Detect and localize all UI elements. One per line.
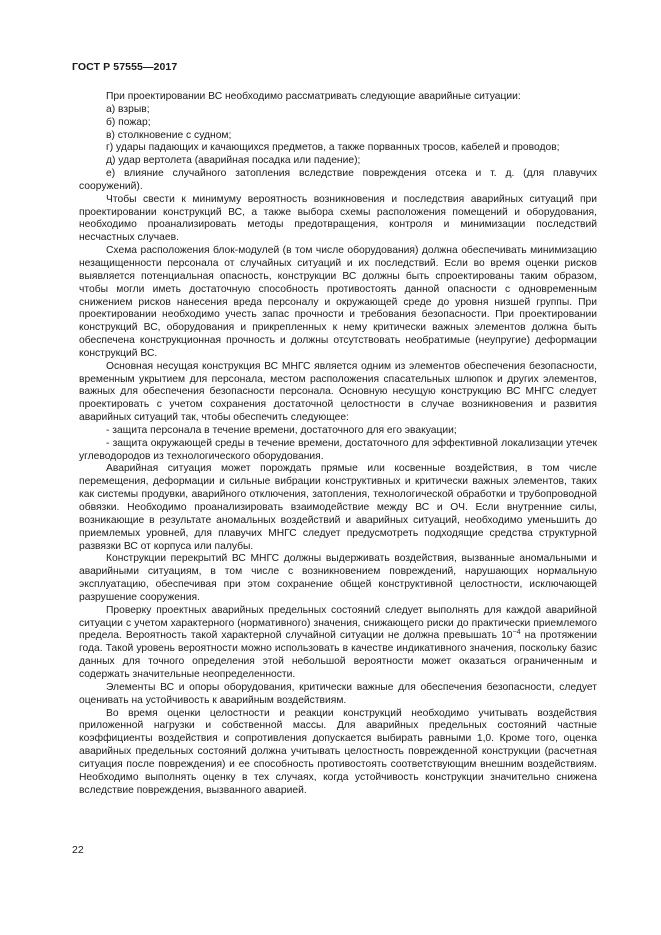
situation-item: д) удар вертолета (аварийная посадка или падение); [106, 155, 361, 167]
limit-states-text-after: на протяжении года. Такой уровень вероятности можно использовать в качестве индикативного значения, поскольку базис данных для точного определения этой небольшой вероятности может оказаться ограниченным и содержать значительные неопределенности. [79, 630, 597, 680]
exponent: −4 [512, 629, 521, 637]
intro-paragraph: При проектировании ВС необходимо рассматривать следующие аварийные ситуации: [106, 91, 521, 102]
paragraph-emergency-effects: Аварийная ситуация может порождать прямые или косвенные воздействия, в том числе перемещения, деформации и сильные вибрации конструктивных и критически важных элементов, таких как системы продувки, аварийного отключения, затопления, технологической обработки и трубопроводной обвязки. Необходимо проанализировать взаимодействие между ВС и ОЧ. Если внутренние силы, возникающие в результате аномальных воздействий и аварийных ситуаций, необходимо уменьшить до приемлемых уровней, для плавучих МНГС следует предусмотреть подходящие средства структурной развязки ВС от корпуса или палубы. [79, 463, 597, 552]
page-number: 22 [72, 844, 84, 856]
paragraph-limit-states [79, 605, 597, 682]
limit-states-text-before: Проверку проектных аварийных предельных состояний следует выполнять для каждой аварийной ситуации с учетом характерного (нормативного) значения, снижающего риски до практически приемлемого предела. Вероятность такой характерной случайной ситуации не должна превышать 10 [79, 604, 597, 642]
protection-item: - защита окружающей среды в течение времени, достаточного для эффективной локализации утечек углеводородов из технологического оборудования. [79, 437, 597, 462]
document-body [79, 91, 597, 797]
paragraph-integrity: Во время оценки целостности и реакции конструкций необходимо учитывать воздействия приложенной нагрузки и собственной массы. Для аварийных предельных состояний частные коэффициенты воздействия и сопротивления допускается выбирать равными 1,0. Кроме того, оценка аварийных предельных состояний должна учитывать целостность поврежденной конструкции (расчетная ситуация после повреждения) и ее способность противостоять соответствующим внешним воздействиям. Необходимо выполнять оценку в тех случаях, когда устойчивость конструкции значительно снижена вследствие повреждения, вызванного аварией. [79, 707, 597, 796]
paragraph-layout: Схема расположения блок-модулей (в том числе оборудования) должна обеспечивать минимизацию незащищенности персонала от случайных ситуаций и их последствий. Если во время оценки рисков выявляется потенциальная опасность, конструкции ВС должны быть спроектированы таким образом, чтобы могли иметь достаточную способность противостоять данной опасности с одновременным снижением рисков нанесения вреда персоналу и окружающей среде до уровня низшей группы. При проектировании необходимо учесть запас прочности и требования безопасности. При проектировании конструкций ВС, оборудования и прикрепленных к нему критически важных элементов должна быть обеспечена конструкционная прочность и должны отсутствовать необратимые (неупругие) деформации конструкций ВС. [79, 245, 597, 359]
paragraph-floor-structures: Конструкции перекрытий ВС МНГС должны выдерживать воздействия, вызванные аномальными и аварийными ситуациям, в том числе с возникновением повреждений, нарушающих нормальную эксплуатацию, обеспечивая при этом сохранение общей конструктивной целостности, исключающей разрушение сооружения. [79, 553, 597, 603]
document-header: ГОСТ Р 57555—2017 [72, 61, 178, 73]
paragraph-minimize: Чтобы свести к минимуму вероятность возникновения и последствия аварийных ситуаций при проектировании конструкций ВС, а также выбора схемы расположения помещений и оборудования, необходимо проанализировать методы предотвращения, контроля и минимизации последствий несчастных случаев. [79, 193, 597, 244]
paragraph-elements: Элементы ВС и опоры оборудования, критически важные для обеспечения безопасности, следует оценивать на устойчивость к аварийным воздействиям. [79, 681, 597, 706]
paragraph-main-structure: Основная несущая конструкция ВС МНГС является одним из элементов обеспечения безопасности, временным укрытием для персонала, местом расположения спасательных шлюпок и других элементов, важных для обеспечения безопасности персонала. Основную несущую конструкцию ВС МНГС следует проектировать с учетом сохранения достаточной целостности в случае возникновения и развития аварийных ситуаций так, чтобы обеспечить следующее: [79, 360, 597, 424]
situation-item: б) пожар; [106, 116, 151, 128]
protection-item: - защита персонала в течение времени, достаточного для его эвакуации; [106, 424, 457, 436]
situation-item: е) влияние случайного затопления вследствие повреждения отсека и т. д. (для плавучих сооружений). [79, 168, 597, 192]
situation-item: г) удары падающих и качающихся предметов, а также порванных тросов, кабелей и проводов; [106, 142, 560, 154]
situation-item: в) столкновение с судном; [106, 129, 232, 141]
situation-item: а) взрыв; [106, 103, 150, 115]
